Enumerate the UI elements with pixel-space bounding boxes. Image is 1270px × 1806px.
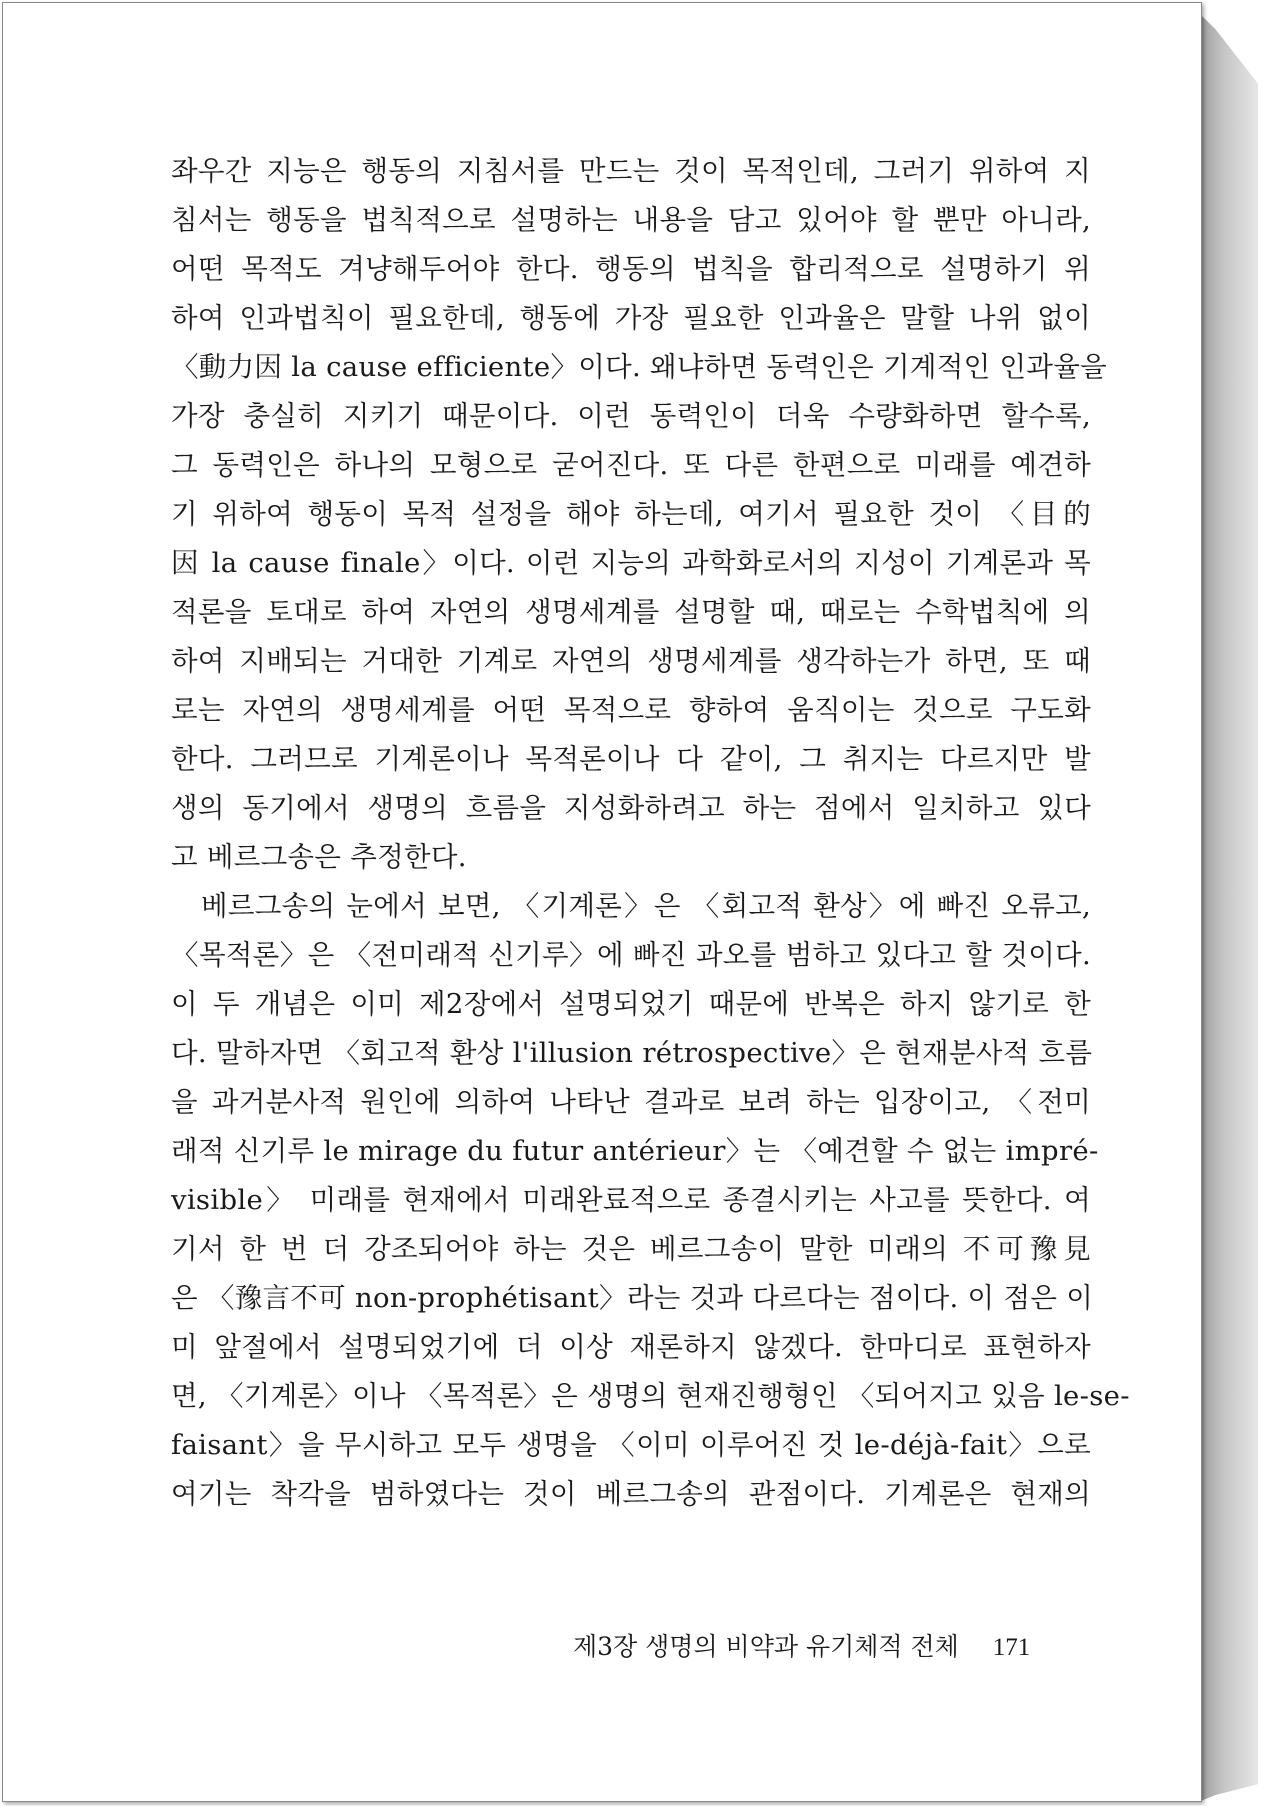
text-line: 기 위하여 행동이 목적 설정을 해야 하는데, 여기서 필요한 것이 〈目的 — [171, 498, 1091, 530]
text-line: 기서 한 번 더 강조되어야 하는 것은 베르그송이 말한 미래의 不可豫見 — [171, 1233, 1091, 1265]
paragraph-1 — [171, 147, 1108, 882]
text-line: 고 베르그송은 추정한다. — [171, 841, 467, 873]
text-line: 가장 충실히 지키기 때문이다. 이런 동력인이 더욱 수량화하면 할수록, — [171, 400, 1091, 432]
text-line: 베르그송의 눈에서 보면, 〈기계론〉은 〈회고적 환상〉에 빠진 오류고, — [201, 890, 1091, 922]
text-line: 因 la cause finale〉이다. 이런 지능의 과학화로서의 지성이 기계론과 목 — [171, 547, 1091, 579]
text-line: faisant〉을 무시하고 모두 생명을 〈이미 이루어진 것 le-déjà-fait〉으로 — [171, 1429, 1091, 1461]
text-line: 하여 지배되는 거대한 기계로 자연의 생명세계를 생각하는가 하면, 또 때 — [171, 645, 1091, 677]
text-line: visible〉 미래를 현재에서 미래완료적으로 종결시키는 사고를 뜻한다. 여 — [171, 1184, 1091, 1216]
text-line: 미 앞절에서 설명되었기에 더 이상 재론하지 않겠다. 한마디로 표현하자 — [171, 1331, 1091, 1363]
text-line: 〈動力因 la cause efficiente〉이다. 왜냐하면 동력인은 기계적인 인과율을 — [171, 351, 1108, 383]
text-line: 한다. 그러므로 기계론이나 목적론이나 다 같이, 그 취지는 다르지만 발 — [171, 743, 1091, 775]
running-footer — [573, 1627, 1063, 1663]
text-line: 다. 말하자면 〈회고적 환상 l'illusion rétrospective〉은 현재분사적 흐름 — [171, 1037, 1093, 1069]
page-number: 171 — [992, 1634, 1031, 1661]
text-line: 좌우간 지능은 행동의 지침서를 만드는 것이 목적인데, 그러기 위하여 지 — [171, 155, 1091, 187]
text-line: 적론을 토대로 하여 자연의 생명세계를 설명할 때, 때로는 수학법칙에 의 — [171, 596, 1091, 628]
text-line: 〈목적론〉은 〈전미래적 신기루〉에 빠진 과오를 범하고 있다고 할 것이다. — [171, 939, 1091, 971]
text-line: 을 과거분사적 원인에 의하여 나타난 결과로 보려 하는 입장이고, 〈전미 — [171, 1086, 1091, 1118]
page-edge-shadow — [1198, 12, 1258, 1802]
text-line: 은 〈豫言不可 non-prophétisant〉라는 것과 다르다는 점이다. 이 점은 이 — [171, 1282, 1094, 1314]
body-text — [171, 147, 1130, 1519]
text-line: 래적 신기루 le mirage du futur antérieur〉는 〈예견할 수 없는 impré- — [171, 1135, 1099, 1167]
text-line: 그 동력인은 하나의 모형으로 굳어진다. 또 다른 한편으로 미래를 예견하 — [171, 449, 1091, 481]
text-line: 이 두 개념은 이미 제2장에서 설명되었기 때문에 반복은 하지 않기로 한 — [171, 988, 1091, 1020]
paragraph-2 — [171, 882, 1130, 1519]
text-line: 침서는 행동을 법칙적으로 설명하는 내용을 담고 있어야 할 뿐만 아니라, — [171, 204, 1091, 236]
text-line: 어떤 목적도 겨냥해두어야 한다. 행동의 법칙을 합리적으로 설명하기 위 — [171, 253, 1091, 285]
text-line: 여기는 착각을 범하였다는 것이 베르그송의 관점이다. 기계론은 현재의 — [171, 1478, 1091, 1510]
text-line: 로는 자연의 생명세계를 어떤 목적으로 향하여 움직이는 것으로 구도화 — [171, 694, 1091, 726]
text-line: 면, 〈기계론〉이나 〈목적론〉은 생명의 현재진행형인 〈되어지고 있음 le-se- — [171, 1380, 1130, 1412]
text-line: 생의 동기에서 생명의 흐름을 지성화하려고 하는 점에서 일치하고 있다 — [171, 792, 1091, 824]
book-page — [2, 2, 1202, 1802]
chapter-title: 제3장 생명의 비약과 유기체적 전체 — [573, 1632, 959, 1661]
text-line: 하여 인과법칙이 필요한데, 행동에 가장 필요한 인과율은 말할 나위 없이 — [171, 302, 1091, 334]
